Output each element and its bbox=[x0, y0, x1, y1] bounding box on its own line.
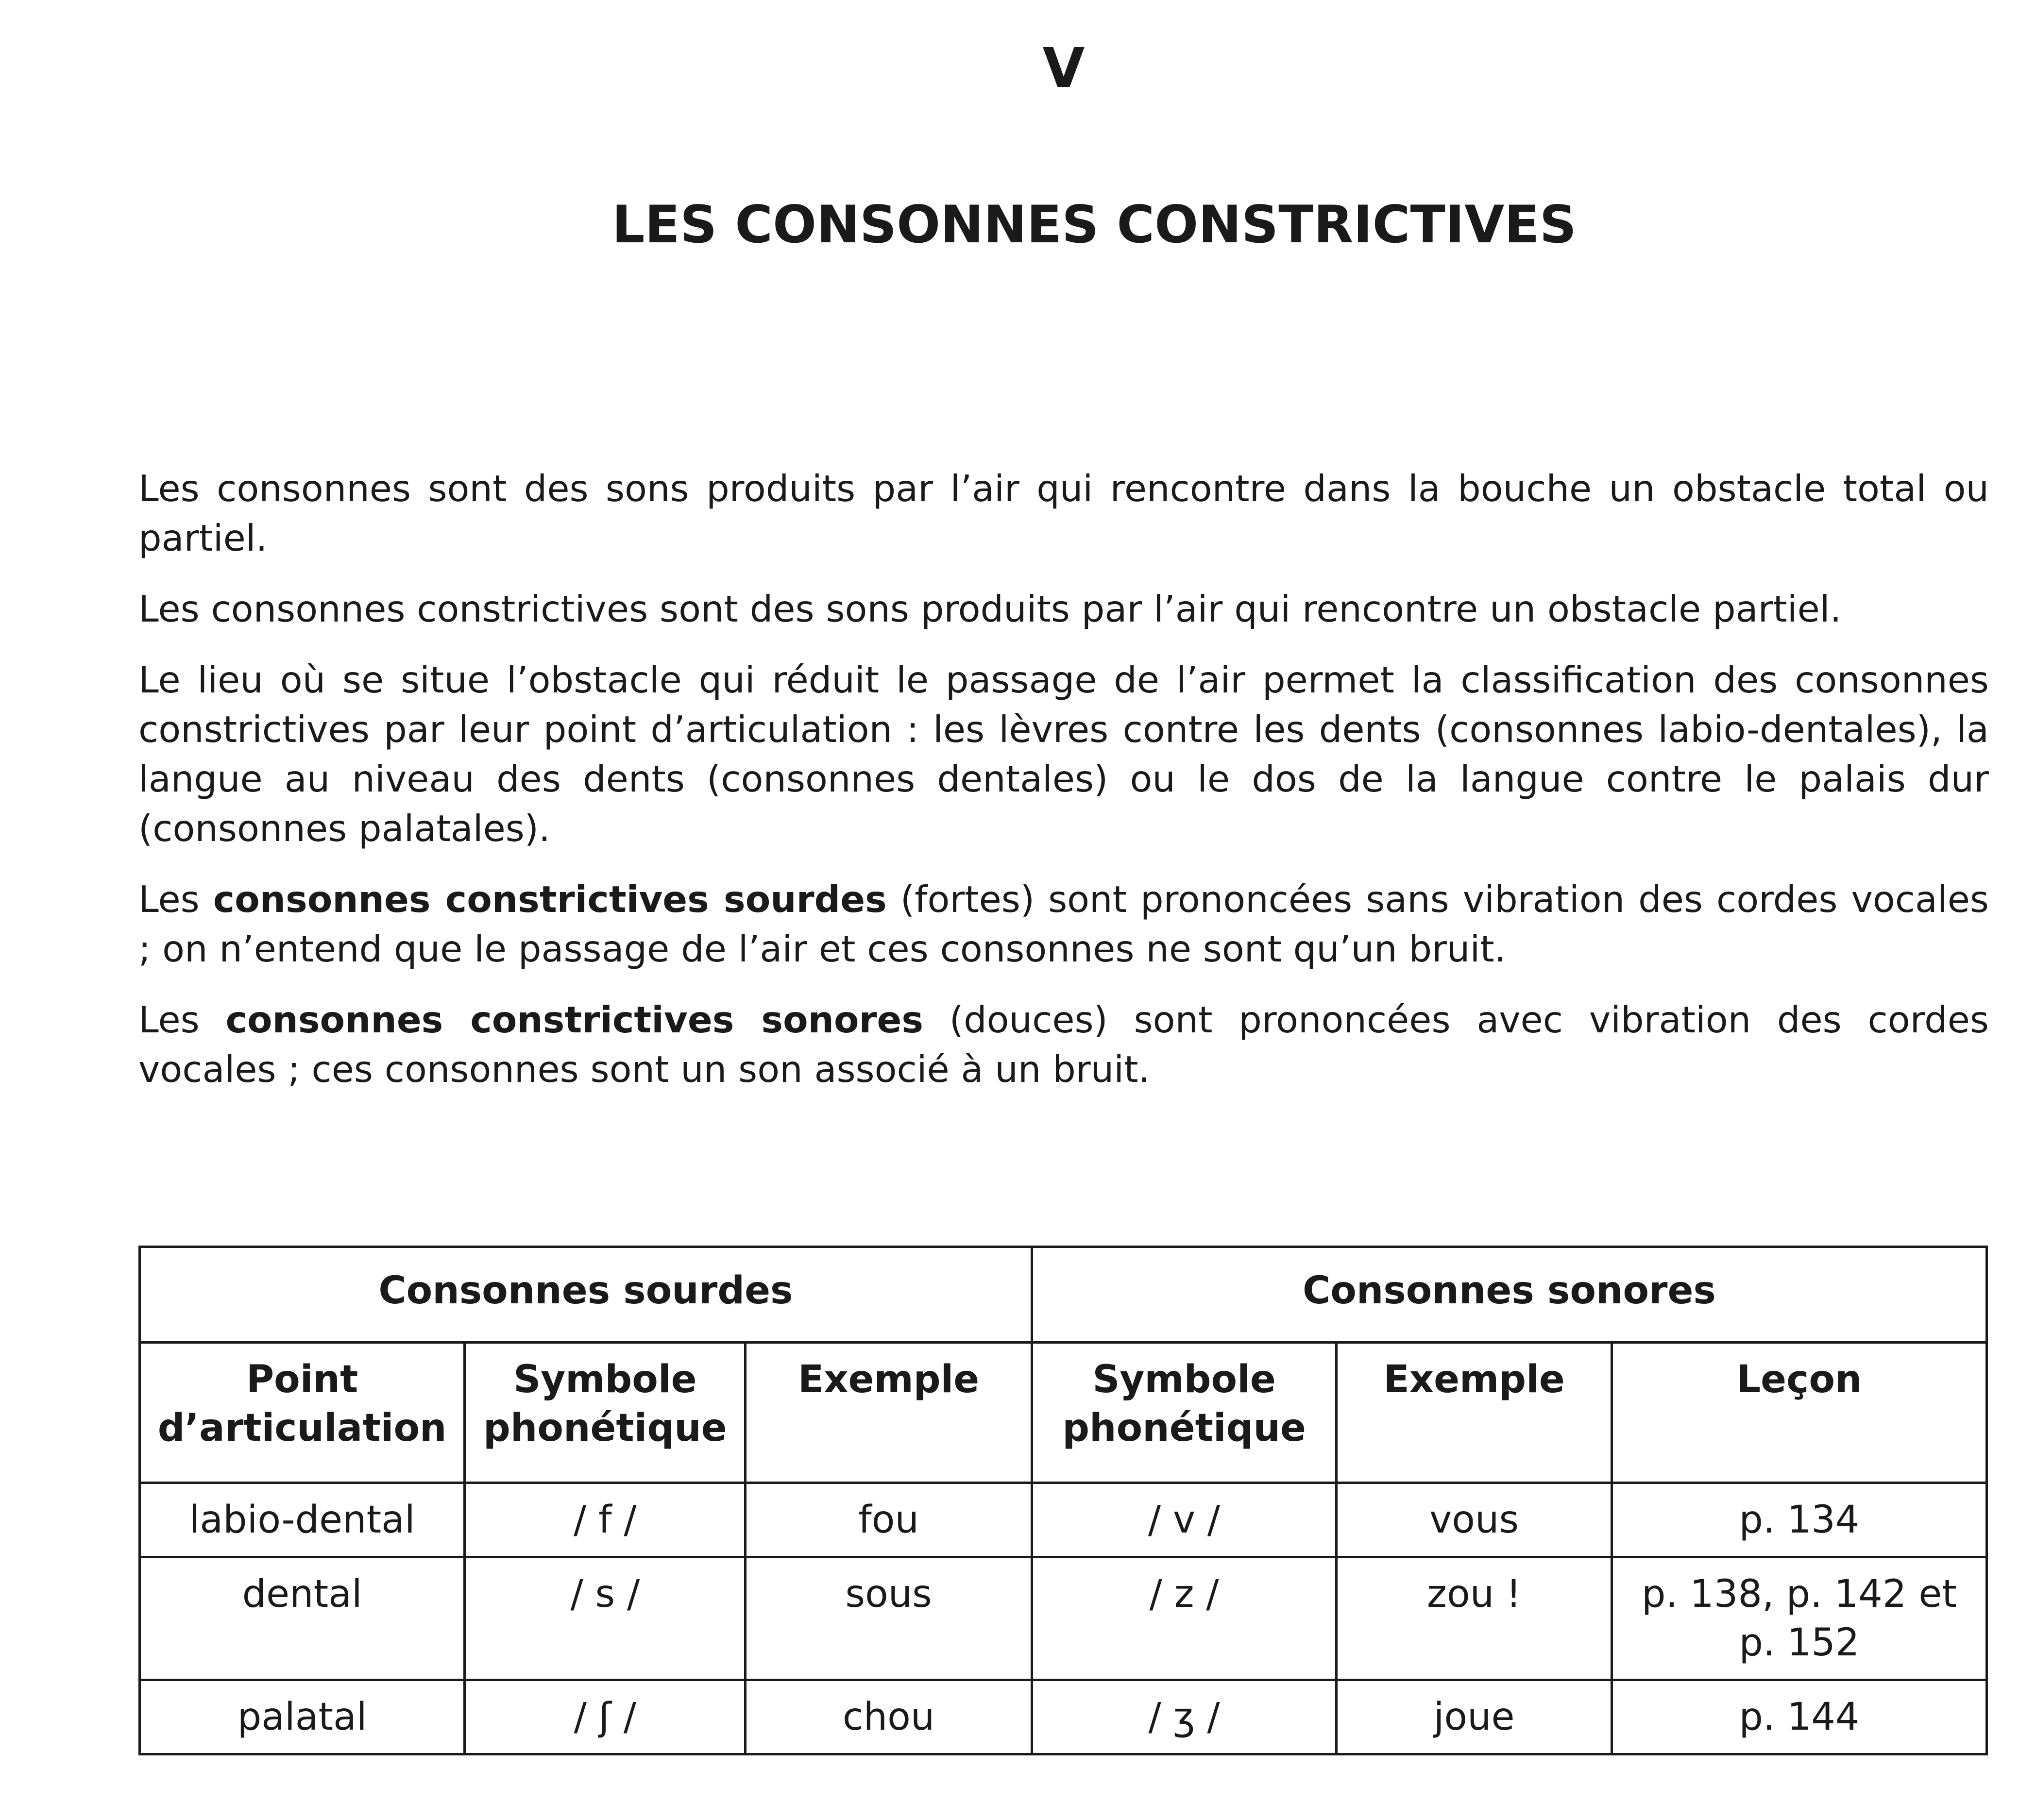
cell-symbole-sourde: / f / bbox=[465, 1483, 746, 1557]
consonants-table-wrapper bbox=[138, 1246, 1988, 1755]
paragraph-sonores-term: consonnes constrictives sonores bbox=[225, 998, 924, 1041]
table-row bbox=[140, 1680, 1987, 1754]
cell-exemple-sonore: zou ! bbox=[1337, 1557, 1612, 1680]
cell-point: dental bbox=[140, 1557, 465, 1680]
cell-symbole-sonore: / z / bbox=[1032, 1557, 1336, 1680]
paragraph-sonores bbox=[138, 995, 1989, 1094]
cell-exemple-sourde: fou bbox=[746, 1483, 1032, 1557]
cell-exemple-sonore: joue bbox=[1337, 1680, 1612, 1754]
cell-exemple-sourde: chou bbox=[746, 1680, 1032, 1754]
table-group-header-row bbox=[140, 1247, 1987, 1343]
header-symbole-sourde: Symbole phonétique bbox=[465, 1343, 746, 1483]
cell-exemple-sourde: sous bbox=[746, 1557, 1032, 1680]
paragraph-sourdes bbox=[138, 875, 1989, 974]
paragraph-sonores-end: (douces) sont prononcées avec vibration des cordes vocales ; ces consonnes sont un son associé à un bruit. bbox=[138, 998, 1989, 1091]
body-text bbox=[138, 464, 1989, 1115]
cell-symbole-sourde: / ʃ / bbox=[465, 1680, 746, 1754]
consonants-table bbox=[138, 1246, 1988, 1755]
cell-point: palatal bbox=[140, 1680, 465, 1754]
group-header-sourdes: Consonnes sourdes bbox=[140, 1247, 1032, 1343]
table-row bbox=[140, 1483, 1987, 1557]
paragraph-constrictives: Les consonnes constrictives sont des sons produits par l’air qui rencontre un obstacle partiel. bbox=[138, 588, 1842, 630]
header-lecon: Leçon bbox=[1612, 1343, 1986, 1483]
paragraph-definition: Les consonnes sont des sons produits par l’air qui rencontre dans la bouche un obstacle total ou partiel. bbox=[138, 467, 1989, 559]
cell-symbole-sourde: / s / bbox=[465, 1557, 746, 1680]
paragraph-sourdes-term: consonnes constrictives sourdes bbox=[213, 878, 887, 921]
paragraph-sonores-start: Les bbox=[138, 998, 226, 1041]
header-exemple-sourde: Exemple bbox=[746, 1343, 1032, 1483]
cell-lecon: p. 138, p. 142 et p. 152 bbox=[1612, 1557, 1986, 1680]
paragraph-classification: Le lieu où se situe l’obstacle qui réduit le passage de l’air permet la classification des consonnes constrictives par leur point d’articulation : les lèvres contre les dents (consonnes labio-dentales), la langue au niveau des dents (consonnes dentales) ou le dos de la langue contre le palais dur (consonnes palatales). bbox=[138, 658, 1989, 850]
header-exemple-sonore: Exemple bbox=[1337, 1343, 1612, 1483]
header-point-articulation: Point d’articulation bbox=[140, 1343, 465, 1483]
cell-lecon: p. 144 bbox=[1612, 1680, 1986, 1754]
chapter-title: LES CONSONNES CONSTRICTIVES bbox=[612, 195, 1577, 254]
cell-exemple-sonore: vous bbox=[1337, 1483, 1612, 1557]
header-symbole-sonore: Symbole phonétique bbox=[1032, 1343, 1336, 1483]
cell-lecon: p. 134 bbox=[1612, 1483, 1986, 1557]
paragraph-sourdes-end: (fortes) sont prononcées sans vibration des cordes vocales ; on n’entend que le passage de l’air et ces consonnes ne sont qu’un bruit. bbox=[138, 878, 1989, 970]
table-column-header-row bbox=[140, 1343, 1987, 1483]
chapter-number: V bbox=[1042, 37, 1085, 100]
table-row bbox=[140, 1557, 1987, 1680]
group-header-sonores: Consonnes sonores bbox=[1032, 1247, 1986, 1343]
cell-point: labio-dental bbox=[140, 1483, 465, 1557]
paragraph-sourdes-start: Les bbox=[138, 878, 213, 921]
cell-symbole-sonore: / v / bbox=[1032, 1483, 1336, 1557]
cell-symbole-sonore: / ʒ / bbox=[1032, 1680, 1336, 1754]
